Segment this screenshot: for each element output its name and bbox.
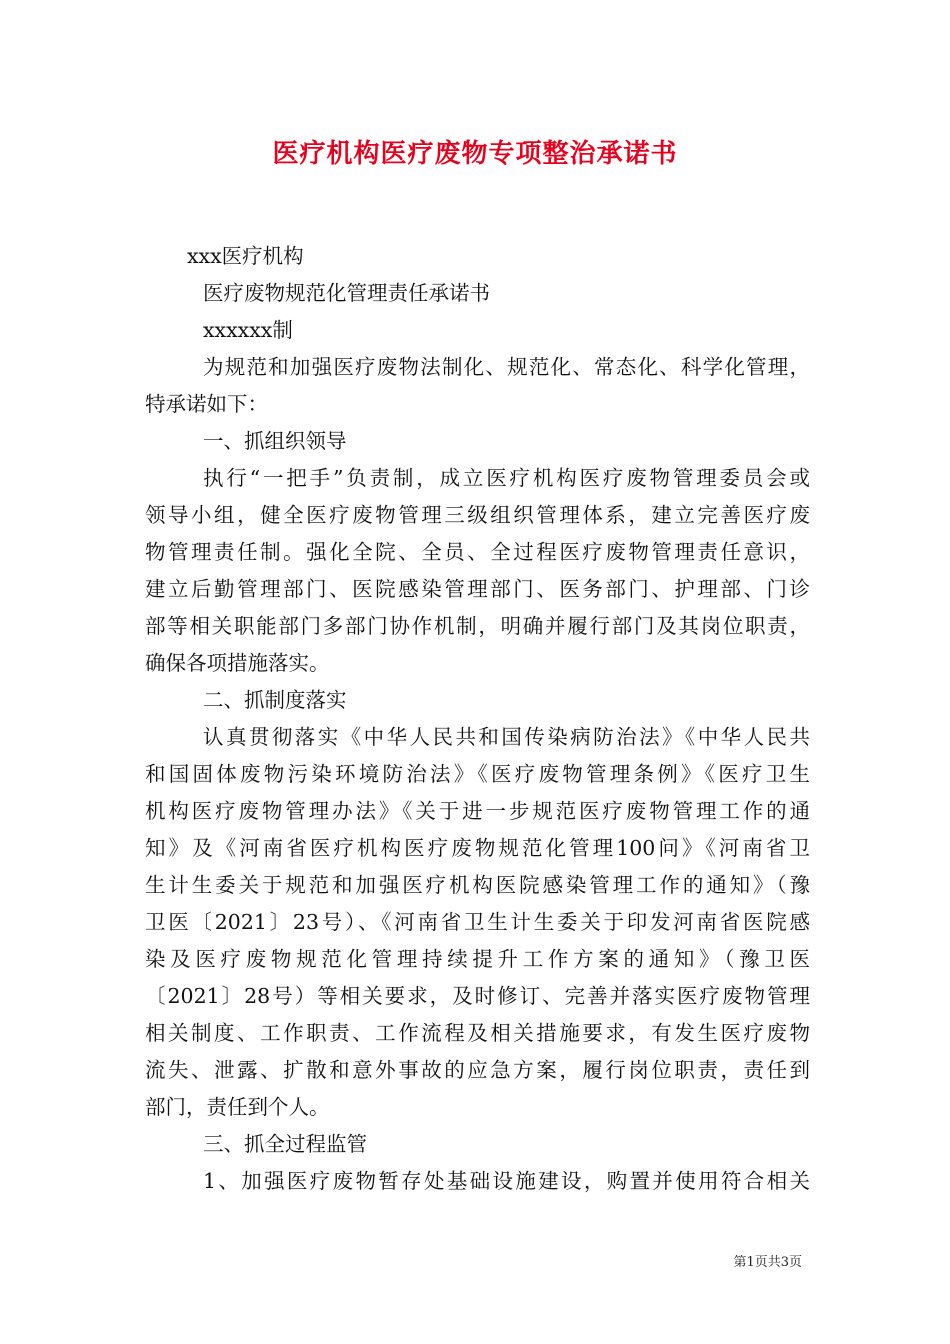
paragraph-line: 卫医〔2021〕23号）、《河南省卫生计生委关于印发河南省医院感: [145, 910, 810, 934]
paragraph-line: 部等相关职能部门多部门协作机制，明确并履行部门及其岗位职责，: [145, 614, 810, 638]
section-heading: 三、抓全过程监管: [203, 1132, 367, 1156]
paragraph-line: 领导小组，健全医疗废物管理三级组织管理体系，建立完善医疗废: [145, 503, 810, 527]
paragraph-line: 执行“一把手”负责制，成立医疗机构医疗废物管理委员会或: [203, 466, 810, 490]
paragraph-line: 认真贯彻落实《中华人民共和国传染病防治法》《中华人民共: [203, 725, 810, 749]
org-name-line: xxx医疗机构: [187, 244, 304, 268]
paragraph-line: 部门，责任到个人。: [145, 1095, 330, 1119]
paragraph-line: 机构医疗废物管理办法》《关于进一步规范医疗废物管理工作的通: [145, 799, 810, 823]
paragraph-line: 流失、泄露、扩散和意外事故的应急方案，履行岗位职责，责任到: [145, 1058, 810, 1082]
section-heading: 二、抓制度落实: [203, 688, 347, 712]
paragraph-line: 相关制度、工作职责、工作流程及相关措施要求，有发生医疗废物: [145, 1021, 810, 1045]
paragraph-line: 生计生委关于规范和加强医疗机构医院感染管理工作的通知》（豫: [145, 873, 810, 897]
document-body: [145, 238, 810, 1200]
paragraph-line: 建立后勤管理部门、医院感染管理部门、医务部门、护理部、门诊: [145, 577, 810, 601]
document-title: 医疗机构医疗废物专项整治承诺书: [272, 139, 678, 169]
paragraph-line: 物管理责任制。强化全院、全员、全过程医疗废物管理责任意识，: [145, 540, 810, 564]
paragraph-line: 特承诺如下：: [145, 392, 268, 416]
section-heading: 一、抓组织领导: [203, 429, 347, 453]
paragraph-line: 为规范和加强医疗废物法制化、规范化、常态化、科学化管理，: [203, 355, 810, 379]
page-number: 第1页共3页: [733, 1255, 802, 1270]
subtitle-line: 医疗废物规范化管理责任承诺书: [203, 281, 490, 305]
paragraph-line: 〔2021〕28号）等相关要求，及时修订、完善并落实医疗废物管理: [145, 984, 810, 1008]
paragraph-line: 确保各项措施落实。: [145, 651, 330, 675]
issuer-line: xxxxxx制: [203, 318, 293, 342]
paragraph-line: 染及医疗废物规范化管理持续提升工作方案的通知》（豫卫医: [145, 947, 810, 971]
paragraph-line: 1、加强医疗废物暂存处基础设施建设，购置并使用符合相关: [203, 1169, 810, 1193]
paragraph-line: 和国固体废物污染环境防治法》《医疗废物管理条例》《医疗卫生: [145, 762, 810, 786]
paragraph-line: 知》及《河南省医疗机构医疗废物规范化管理100问》《河南省卫: [145, 836, 810, 860]
